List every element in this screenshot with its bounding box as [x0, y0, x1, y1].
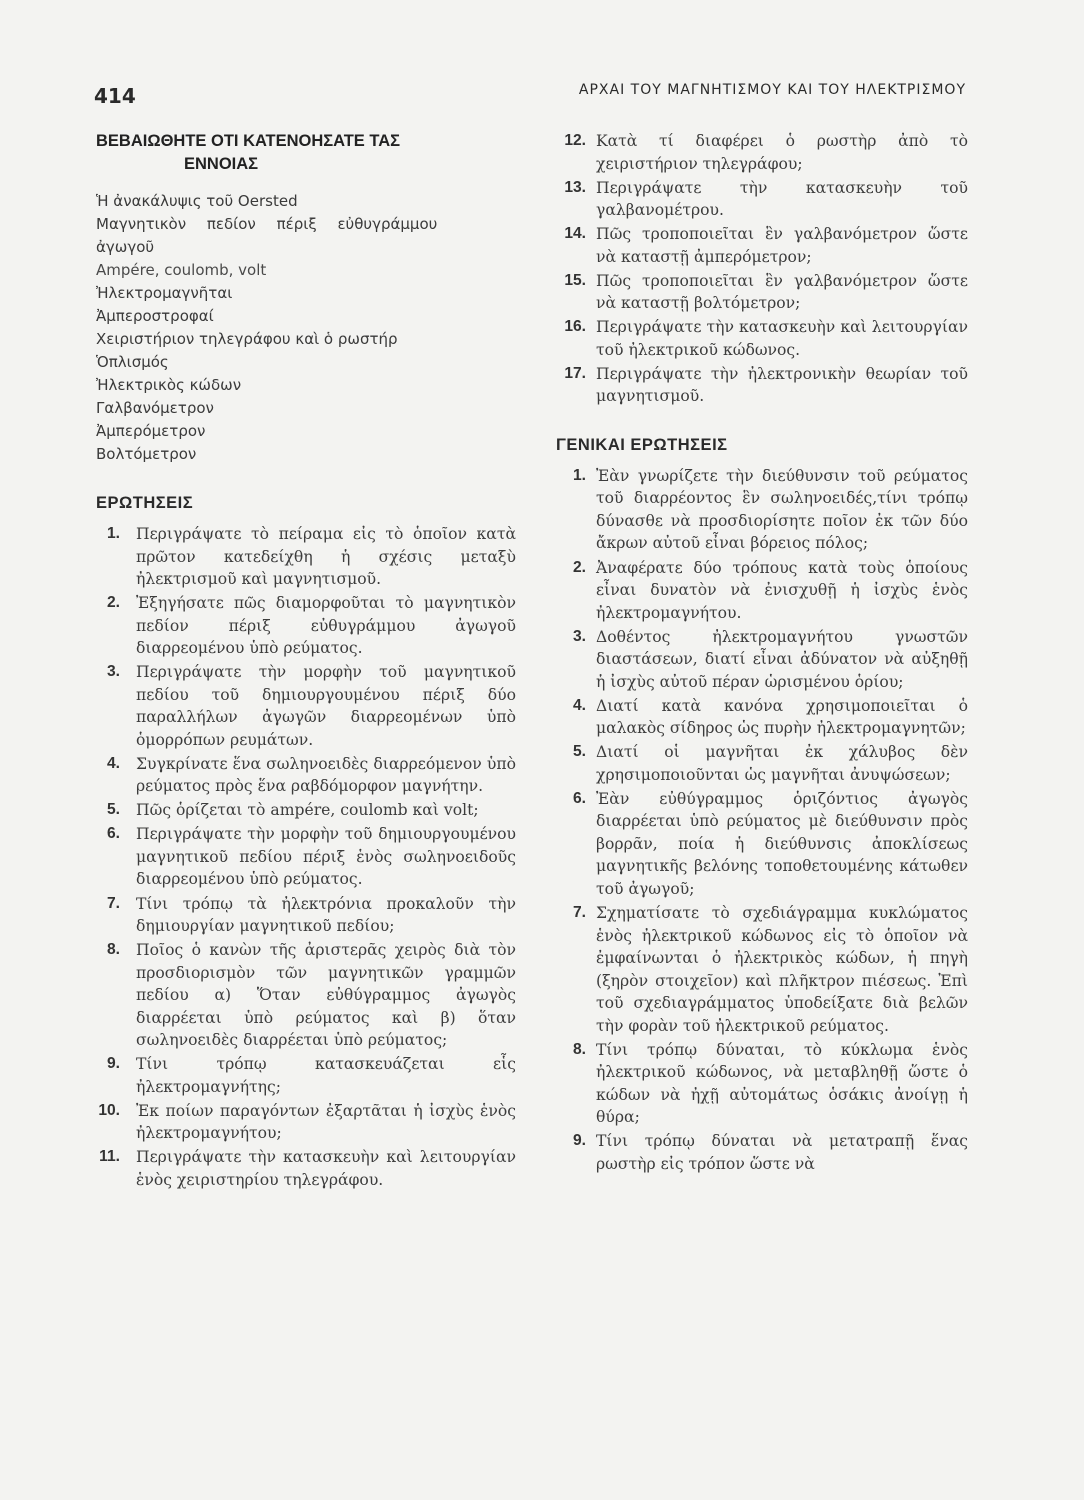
question-text: Σχηματίσατε τὸ σχεδιάγραμμα κυκλώματος ἑνὸς ἠλεκτρικοῦ κώδωνος εἰς τὸ ὁποῖον νὰ ἐμφαίνωνται ὁ ἠλεκτρικὸς κώδων, ἡ πηγὴ (ξηρὸν στοιχεῖον) καὶ πλῆκτρον πιέσεως. Ἐπὶ τοῦ σχεδιαγράμματος ὑποδείξατε διὰ βελῶν τὴν φορὰν τοῦ ἠλεκτρικοῦ ρεύματος.	[596, 904, 968, 1035]
question-text: Ἐὰν γνωρίζετε τὴν διεύθυνσιν τοῦ ρεύματος τοῦ διαρρέοντος ἓν σωληνοειδές,τίνι τρόπῳ δύνασθε νὰ προσδιορίσητε ποῖον ἐκ τῶν δύο ἄκρων αὐτοῦ εἶναι βόρειος πόλος;	[596, 466, 968, 553]
concept-item: Ἠλεκτρικὸς κώδων	[96, 376, 242, 394]
question-item	[556, 270, 968, 315]
concepts-heading-line1: ΒΕΒΑΙΩΘΗΤΕ ΟΤΙ ΚΑΤΕΝΟΗΣΑΤΕ ΤΑΣ	[96, 132, 401, 150]
concept-item: Ἠλεκτρομαγνῆται	[96, 284, 233, 302]
question-number: 1.	[572, 466, 586, 484]
question-text: Περιγράψατε τὴν μορφὴν τοῦ δημιουργουμένου μαγνητικοῦ πεδίου πέριξ ἑνὸς σωληνοειδοῦς διαρρεομένου ὑπὸ ρεύματος.	[136, 825, 516, 889]
question-number: 4.	[572, 696, 586, 714]
general-question-item	[556, 465, 968, 555]
concepts-heading	[96, 130, 516, 176]
question-text: Ἀναφέρατε δύο τρόπους κατὰ τοὺς ὁποίους εἶναι δυνατὸν νὰ ἐνισχυθῇ ἡ ἰσχὺς ἑνὸς ἠλεκτρομαγνήτου.	[596, 558, 968, 622]
question-text: Ἐὰν εὐθύγραμμος ὁριζόντιος ἀγωγὸς διαρρέεται ὑπὸ ρεύματος μὲ διεύθυνσιν πρὸς βορρᾶν, ποία ἡ διεύθυνσις ἀποκλίσεως μαγνητικῆς βελόνης τοποθετουμένης κάτωθεν τοῦ ἀγωγοῦ;	[596, 789, 968, 898]
question-number: 7.	[106, 894, 120, 912]
question-text: Πῶς ὁρίζεται τὸ ampére, coulomb καὶ volt;	[136, 801, 479, 820]
general-question-item	[556, 741, 968, 786]
question-text: Διατί κατὰ κανόνα χρησιμοποιεῖται ὁ μαλακὸς σίδηρος ὡς πυρὴν ἠλεκτρομαγνητῶν;	[596, 696, 968, 738]
concept-item: Ἀμπεροστροφαί	[96, 307, 214, 325]
question-number: 2.	[106, 594, 120, 612]
general-question-item	[556, 1130, 968, 1175]
question-number: 10.	[98, 1101, 120, 1119]
general-question-item	[556, 557, 968, 625]
question-text: Διατί οἱ μαγνῆται ἐκ χάλυβος δὲν χρησιμοποιοῦνται ὡς μαγνῆται ἀνυψώσεων;	[596, 743, 968, 784]
concept-item: Βολτόμετρον	[96, 445, 197, 463]
concept-item: Ἀμπερόμετρον	[96, 422, 206, 440]
question-text: Τίνι τρόπῳ κατασκευάζεται εἷς ἠλεκτρομαγνήτης;	[136, 1055, 516, 1096]
question-number: 6.	[106, 825, 120, 843]
general-questions-list	[556, 465, 968, 1175]
question-number: 3.	[572, 627, 586, 645]
question-item	[96, 661, 516, 751]
question-text: Συγκρίνατε ἕνα σωληνοειδὲς διαρρεόμενον ὑπὸ ρεύματος πρὸς ἕνα ραβδόμορφον μαγνήτην.	[136, 754, 516, 796]
general-question-item	[556, 788, 968, 901]
right-column	[556, 130, 968, 1177]
concept-item: Ἡ ἀνακάλυψις τοῦ Oersted	[96, 192, 298, 210]
page-number: 414	[94, 84, 136, 108]
question-number: 5.	[106, 801, 120, 819]
question-text: Ἐξηγήσατε πῶς διαμορφοῦται τὸ μαγνητικὸν πεδίον πέριξ εὐθυγράμμου ἀγωγοῦ διαρρεομένου ὑπὸ ρεύματος.	[136, 594, 516, 658]
question-number: 9.	[106, 1055, 120, 1073]
concepts-list	[96, 190, 516, 466]
question-number: 11.	[99, 1148, 120, 1166]
concept-item: Ὁπλισμός	[96, 353, 169, 371]
question-number: 4.	[106, 754, 120, 772]
question-item	[96, 523, 516, 591]
question-item	[96, 592, 516, 660]
question-text: Ἐκ ποίων παραγόντων ἐξαρτᾶται ἡ ἰσχὺς ἑνὸς ἠλεκτρομαγνήτου;	[136, 1101, 516, 1143]
question-item	[556, 130, 968, 175]
concept-item: ἀγωγοῦ	[96, 238, 155, 256]
questions-list	[96, 523, 516, 1191]
question-item	[96, 893, 516, 938]
question-item	[96, 799, 516, 822]
question-item	[96, 823, 516, 891]
question-number: 13.	[564, 178, 586, 196]
question-text: Ποῖος ὁ κανὼν τῆς ἀριστερᾶς χειρὸς διὰ τὸν προσδιορισμὸν τῶν μαγνητικῶν γραμμῶν πεδίου α) Ὅταν εὐθύγραμμος ἀγωγὸς διαρρέεται ὑπὸ ρεύματος καὶ β) ὅταν σωληνοειδὲς διαρρέεται ὑπὸ ρεύματος;	[136, 941, 516, 1050]
general-question-item	[556, 695, 968, 740]
question-item	[556, 177, 968, 222]
question-number: 16.	[564, 318, 586, 336]
question-item	[96, 1146, 516, 1191]
concept-item: Χειριστήριον τηλεγράφου καὶ ὁ ρωστήρ	[96, 330, 398, 348]
question-item	[96, 1053, 516, 1098]
question-text: Τίνι τρόπῳ δύναται νὰ μετατραπῇ ἕνας ρωστὴρ εἰς τρόπον ὥστε νὰ	[596, 1132, 968, 1173]
concept-item: Γαλβανόμετρον	[96, 399, 214, 417]
question-text: Περιγράψατε τὴν κατασκευὴν τοῦ γαλβανομέτρου.	[596, 178, 968, 220]
question-number: 9.	[572, 1132, 586, 1150]
question-item	[556, 363, 968, 408]
general-question-item	[556, 902, 968, 1037]
concept-item: Ampére, coulomb, volt	[96, 261, 267, 279]
general-question-item	[556, 1039, 968, 1129]
question-item	[96, 1100, 516, 1145]
question-text: Περιγράψατε τὴν κατασκευὴν καὶ λειτουργίαν ἑνὸς χειριστηρίου τηλεγράφου.	[136, 1148, 516, 1189]
concept-item: Μαγνητικὸν πεδίον πέριξ εὐθυγράμμου	[96, 215, 438, 233]
question-number: 7.	[572, 904, 586, 922]
question-text: Τίνι τρόπῳ δύναται, τὸ κύκλωμα ἑνὸς ἠλεκτρικοῦ κώδωνος, νὰ μεταβληθῇ ὥστε ὁ κώδων νὰ ἠχῇ αὐτομάτως ὁσάκις ἀνοίγῃ ἡ θύρα;	[596, 1040, 968, 1127]
general-questions-heading: ΓΕΝΙΚΑΙ ΕΡΩΤΗΣΕΙΣ	[556, 435, 728, 454]
question-text: Περιγράψατε τὴν κατασκευὴν καὶ λειτουργίαν τοῦ ἠλεκτρικοῦ κώδωνος.	[596, 318, 968, 359]
question-number: 6.	[572, 789, 586, 807]
question-number: 14.	[564, 225, 586, 243]
question-number: 1.	[106, 525, 120, 542]
question-text: Δοθέντος ἠλεκτρομαγνήτου γνωστῶν διαστάσεων, διατί εἶναι ἀδύνατον νὰ αὐξηθῇ ἡ ἰσχὺς αὐτοῦ πέραν ὡρισμένου ὁρίου;	[596, 627, 968, 691]
question-number: 8.	[106, 941, 120, 959]
question-item	[556, 316, 968, 361]
question-item	[96, 939, 516, 1052]
question-number: 2.	[572, 558, 586, 576]
question-number: 3.	[106, 663, 120, 681]
questions-list-continued	[556, 130, 968, 408]
question-item	[556, 223, 968, 268]
question-text: Τίνι τρόπῳ τὰ ἠλεκτρόνια προκαλοῦν τὴν δημιουργίαν μαγνητικοῦ πεδίου;	[136, 894, 516, 936]
question-number: 12.	[564, 132, 586, 149]
question-number: 8.	[572, 1040, 586, 1058]
questions-heading: ΕΡΩΤΗΣΕΙΣ	[96, 494, 194, 512]
question-text: Πῶς τροποποιεῖται ἓν γαλβανόμετρον ὥστε νὰ καταστῇ βολτόμετρον;	[596, 271, 968, 313]
question-text: Περιγράψατε τὴν μορφὴν τοῦ μαγνητικοῦ πεδίου τοῦ δημιουργουμένου πέριξ δύο παραλλήλων ἀγωγῶν διαρρεομένων ὑπὸ ὁμορρόπων ρευμάτων.	[136, 663, 516, 749]
left-column	[96, 130, 516, 1193]
question-text: Πῶς τροποποιεῖται ἓν γαλβανόμετρον ὥστε νὰ καταστῇ ἀμπερόμετρον;	[596, 225, 968, 266]
question-text: Περιγράψατε τὴν ἠλεκτρονικὴν θεωρίαν τοῦ μαγνητισμοῦ.	[596, 364, 968, 406]
question-number: 17.	[564, 364, 586, 382]
question-text: Περιγράψατε τὸ πείραμα εἰς τὸ ὁποῖον κατὰ πρῶτον κατεδείχθη ἡ σχέσις μεταξὺ ἠλεκτρισμοῦ καὶ μαγνητισμοῦ.	[136, 525, 516, 588]
question-number: 5.	[572, 743, 586, 761]
running-head: ΑΡΧΑΙ ΤΟΥ ΜΑΓΝΗΤΙΣΜΟΥ ΚΑΙ ΤΟΥ ΗΛΕΚΤΡΙΣΜΟΥ	[578, 82, 966, 98]
general-question-item	[556, 626, 968, 694]
question-item	[96, 753, 516, 798]
question-text: Κατὰ τί διαφέρει ὁ ρωστὴρ ἀπὸ τὸ χειριστήριον τηλεγράφου;	[596, 132, 968, 173]
question-number: 15.	[564, 271, 586, 289]
concepts-heading-line2: ΕΝΝΟΙΑΣ	[184, 155, 259, 173]
